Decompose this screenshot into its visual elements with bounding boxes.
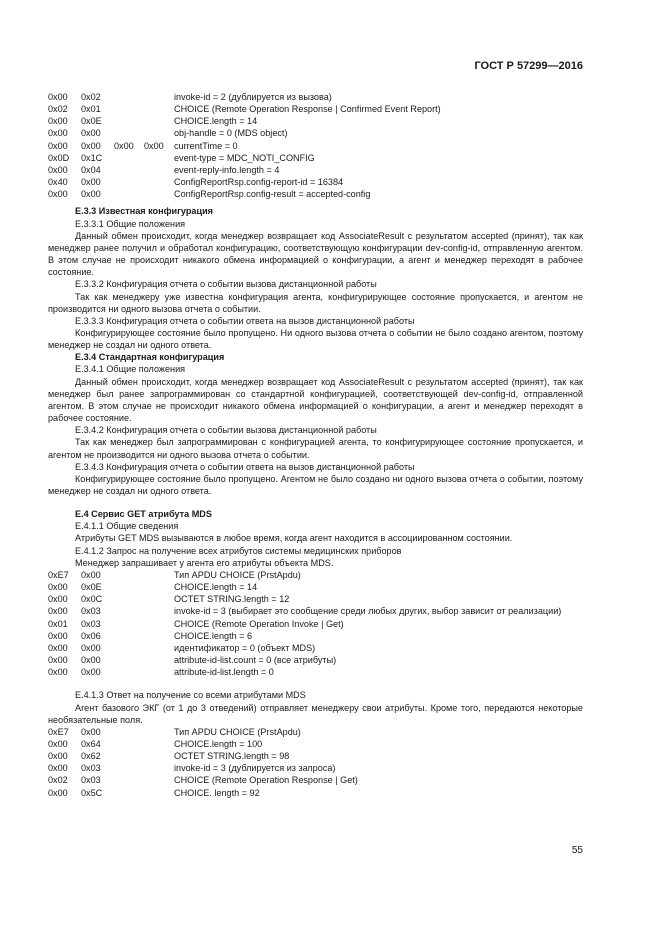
hex-byte: 0x00 <box>81 667 101 678</box>
hex-block-config-response <box>48 91 583 200</box>
hex-byte: 0x0E <box>81 116 102 127</box>
hex-byte: 0x00 <box>48 667 68 678</box>
hex-byte: 0x00 <box>81 177 101 188</box>
hex-byte: 0x00 <box>48 630 68 641</box>
hex-byte: 0x03 <box>81 775 101 786</box>
hex-row <box>48 164 583 176</box>
hex-row <box>48 91 583 103</box>
paragraph: Данный обмен происходит, когда менеджер возвращает код AssociateResult с результатом accepted (принят), так как менеджер был ранее запрограммирован со стандартной конфигурацией, соответствующей dev-config-id, отправленной агентом. В этом случае не происходит никакого обмена информацией о конфигурации, а агент и менеджер переходят в рабочее состояние. <box>48 376 583 424</box>
hex-byte: 0x00 <box>144 140 164 151</box>
hex-row <box>48 188 583 200</box>
hex-row <box>48 127 583 139</box>
hex-byte: 0x02 <box>48 104 68 115</box>
hex-description: OCTET STRING.length = 12 <box>174 594 290 605</box>
hex-byte: 0x40 <box>48 177 68 188</box>
hex-row <box>48 176 583 188</box>
hex-description: CHOICE.length = 14 <box>174 582 258 593</box>
hex-byte: 0x00 <box>48 763 68 774</box>
hex-row <box>48 666 583 678</box>
hex-description: event-reply-info.length = 4 <box>174 164 280 175</box>
page-content <box>48 91 583 799</box>
paragraph: Данный обмен происходит, когда менеджер возвращает код AssociateResult с результатом accepted (принят), так как менеджер ранее получил и обработал конфигурацию, соответствующую конфигурации dev-config-id, отправленную агентом. В этом случае не происходит никакого обмена информацией о конфигурации, а агент и менеджер переходят в рабочее состояние. <box>48 230 583 278</box>
hex-row <box>48 569 583 581</box>
hex-byte: 0x00 <box>48 738 68 749</box>
hex-byte: 0x00 <box>81 189 101 200</box>
subsection-title: E.3.3.3 Конфигурация отчета о событии ответа на вызов дистанционной работы <box>75 315 415 326</box>
hex-description: OCTET STRING.length = 98 <box>174 751 290 762</box>
paragraph: Конфигурирующее состояние было пропущено. Агентом не было создано ни одного вызова отчета о событии, поэтому менеджер не создал ни одного ответа. <box>48 473 583 496</box>
hex-byte: 0x00 <box>48 92 68 102</box>
hex-byte: 0x00 <box>48 189 68 200</box>
subsection-title: E.3.3.1 Общие положения <box>75 218 186 229</box>
section-title-e4: E.4 Сервис GET атрибута MDS <box>75 509 212 520</box>
hex-block-get-request <box>48 569 583 678</box>
hex-byte: 0x00 <box>48 642 68 653</box>
document-id: ГОСТ Р 57299—2016 <box>474 60 583 72</box>
hex-byte: 0x0C <box>81 594 103 605</box>
hex-description: CHOICE (Remote Operation Response | Get) <box>174 775 358 786</box>
hex-description: CHOICE (Remote Operation Response | Confirmed Event Report) <box>174 104 441 115</box>
subsection-title: E.4.1.2 Запрос на получение всех атрибутов системы медицинских приборов <box>75 545 402 556</box>
hex-byte: 0x00 <box>48 164 68 175</box>
hex-description: currentTime = 0 <box>174 140 238 151</box>
hex-row <box>48 152 583 164</box>
hex-byte: 0x03 <box>81 763 101 774</box>
hex-row <box>48 115 583 127</box>
hex-byte: 0x00 <box>81 140 101 151</box>
hex-byte: 0x5C <box>81 787 103 798</box>
hex-byte: 0x02 <box>81 92 101 102</box>
hex-row <box>48 726 583 738</box>
paragraph: Атрибуты GET MDS вызываются в любое время, когда агент находится в ассоциированном состоянии. <box>75 533 513 544</box>
paragraph: Так как менеджеру уже известна конфигурация агента, конфигурирующее состояние пропускается, и агентом не производится ни одного вызова отчета о событии. <box>48 291 583 314</box>
hex-byte: 0x00 <box>81 128 101 139</box>
hex-row <box>48 593 583 605</box>
hex-byte: 0x00 <box>81 655 101 666</box>
hex-byte: 0x00 <box>48 606 68 617</box>
hex-byte: 0x00 <box>48 116 68 127</box>
hex-row <box>48 642 583 654</box>
subsection-title: E.3.4.1 Общие положения <box>75 364 186 375</box>
hex-byte: 0x06 <box>81 630 101 641</box>
subsection-title: E.3.3.2 Конфигурация отчета о событии вызова дистанционной работы <box>75 279 377 290</box>
paragraph: Агент базового ЭКГ (от 1 до 3 отведений) отправляет менеджеру свои атрибуты. Кроме того, передаются некоторые необязательные поля. <box>48 702 583 725</box>
hex-description: CHOICE.length = 100 <box>174 738 263 749</box>
hex-byte: 0x01 <box>81 104 101 115</box>
hex-description: ConfigReportRsp.config-result = accepted-config <box>174 189 371 200</box>
hex-row <box>48 581 583 593</box>
hex-description: CHOICE.length = 14 <box>174 116 258 127</box>
hex-byte: 0x00 <box>48 594 68 605</box>
hex-byte: 0xE7 <box>48 726 69 737</box>
hex-byte: 0x00 <box>48 140 68 151</box>
hex-byte: 0x00 <box>81 726 101 737</box>
hex-byte: 0x02 <box>48 775 68 786</box>
hex-byte: 0x00 <box>114 140 134 151</box>
hex-byte: 0x04 <box>81 164 101 175</box>
hex-byte: 0xE7 <box>48 569 69 580</box>
hex-description: Тип APDU CHOICE (PrstApdu) <box>174 726 301 737</box>
hex-byte: 0x00 <box>48 582 68 593</box>
hex-row <box>48 140 583 152</box>
hex-byte: 0x00 <box>48 751 68 762</box>
hex-row <box>48 605 583 617</box>
section-title-e34: E.3.4 Стандартная конфигурация <box>75 352 225 363</box>
hex-row <box>48 630 583 642</box>
hex-byte: 0x03 <box>81 606 101 617</box>
hex-byte: 0x03 <box>81 618 101 629</box>
hex-byte: 0x00 <box>81 642 101 653</box>
hex-row <box>48 762 583 774</box>
hex-block-get-response <box>48 726 583 799</box>
hex-byte: 0x0D <box>48 152 70 163</box>
paragraph: Конфигурирующее состояние было пропущено. Ни одного вызова отчета о событии не было создано агентом, поэтому менеджер не создал ни одного ответа. <box>48 327 583 351</box>
hex-description: invoke-id = 3 (выбирает это сообщение среди любых других, выбор зависит от реализации) <box>174 606 562 617</box>
subsection-title: E.3.4.2 Конфигурация отчета о событии вызова дистанционной работы <box>75 425 377 436</box>
hex-description: ConfigReportRsp.config-report-id = 16384 <box>174 177 344 188</box>
hex-byte: 0x00 <box>81 569 101 580</box>
hex-description: attribute-id-list.length = 0 <box>174 667 274 678</box>
hex-row <box>48 738 583 750</box>
page-number: 55 <box>571 845 583 856</box>
hex-row <box>48 103 583 115</box>
section-title-e33: E.3.3 Известная конфигурация <box>75 206 213 217</box>
hex-byte: 0x00 <box>48 655 68 666</box>
paragraph: Так как менеджер был запрограммирован с конфигурацией агента, то конфигурирующее состояние пропускается, и агентом не производится ни одного вызова отчета о событии. <box>48 437 583 460</box>
subsection-title: E.3.4.3 Конфигурация отчета о событии ответа на вызов дистанционной работы <box>75 461 415 472</box>
hex-byte: 0x01 <box>48 618 68 629</box>
hex-byte: 0x00 <box>48 128 68 139</box>
hex-byte: 0x62 <box>81 751 101 762</box>
hex-byte: 0x1C <box>81 152 103 163</box>
hex-description: invoke-id = 2 (дублируется из вызова) <box>174 92 332 102</box>
hex-row <box>48 774 583 786</box>
hex-row <box>48 654 583 666</box>
hex-description: obj-handle = 0 (MDS object) <box>174 128 288 139</box>
hex-description: Тип APDU CHOICE (PrstApdu) <box>174 569 301 580</box>
hex-row <box>48 618 583 630</box>
hex-byte: 0x00 <box>48 787 68 798</box>
hex-description: CHOICE (Remote Operation Invoke | Get) <box>174 618 344 629</box>
subsection-title: E.4.1.1 Общие сведения <box>75 521 179 532</box>
paragraph: Менеджер запрашивает у агента его атрибуты объекта MDS. <box>75 557 334 568</box>
hex-description: attribute-id-list.count = 0 (все атрибуты) <box>174 655 337 666</box>
hex-description: invoke-id = 3 (дублируется из запроса) <box>174 763 336 774</box>
hex-byte: 0x0E <box>81 582 102 593</box>
hex-description: CHOICE. length = 92 <box>174 787 260 798</box>
hex-description: идентификатор = 0 (объект MDS) <box>174 642 316 653</box>
subsection-title: E.4.1.3 Ответ на получение со всеми атрибутами MDS <box>75 690 306 701</box>
hex-row <box>48 787 583 799</box>
hex-description: CHOICE.length = 6 <box>174 630 253 641</box>
hex-description: event-type = MDC_NOTI_CONFIG <box>174 152 315 163</box>
hex-row <box>48 750 583 762</box>
hex-byte: 0x64 <box>81 738 101 749</box>
